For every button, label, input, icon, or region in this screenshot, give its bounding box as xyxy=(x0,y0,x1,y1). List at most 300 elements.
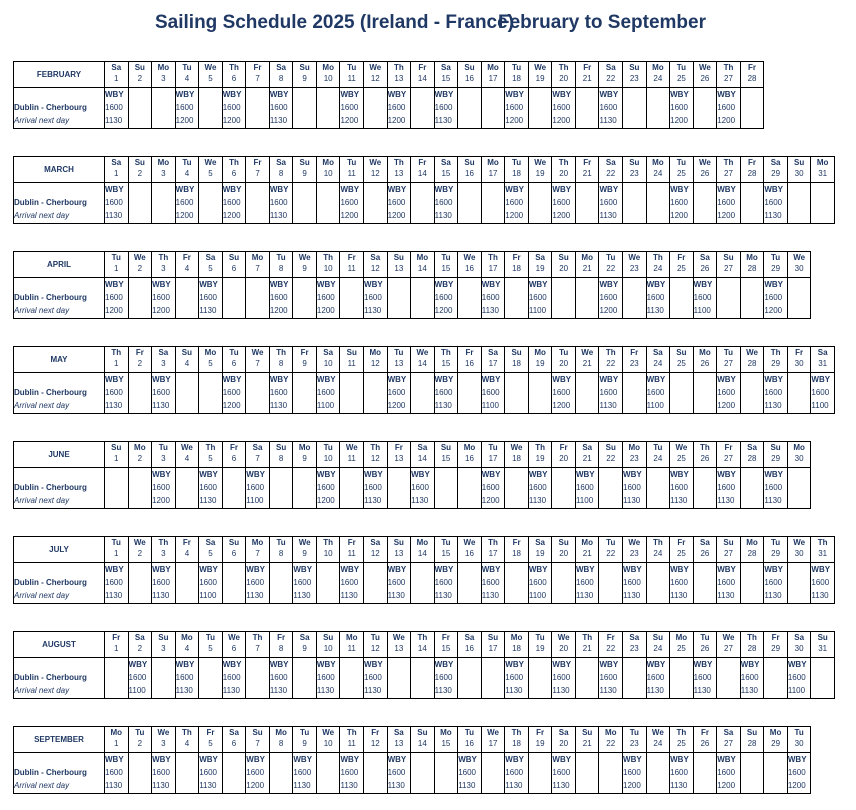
date-label: 14 xyxy=(417,359,427,368)
empty-cell xyxy=(787,563,811,604)
departure-time: 1600 xyxy=(269,388,288,397)
empty-cell xyxy=(481,658,505,699)
departure-time: 1600 xyxy=(740,673,759,682)
empty-cell xyxy=(505,468,529,509)
date-label: 27 xyxy=(724,739,733,748)
day-header xyxy=(387,347,411,373)
day-header xyxy=(787,727,811,753)
operator-code: WBY xyxy=(152,375,171,384)
weekday-label: Su xyxy=(134,63,145,72)
date-label: 19 xyxy=(535,264,545,273)
date-label: 24 xyxy=(653,264,663,273)
day-header xyxy=(269,157,293,183)
weekday-label: Sa xyxy=(205,538,216,547)
empty-cell xyxy=(693,563,717,604)
date-label: 20 xyxy=(559,644,569,653)
weekday-label: Su xyxy=(393,253,404,262)
route-label: Dublin - Cherbourg xyxy=(14,198,87,207)
route-label: Dublin - Cherbourg xyxy=(14,103,87,112)
arrival-time: 1130 xyxy=(505,686,523,695)
day-header xyxy=(599,347,623,373)
arrival-time: 1100 xyxy=(528,591,547,600)
arrival-time: 1130 xyxy=(199,781,217,790)
date-label: 24 xyxy=(653,549,663,558)
operator-code: WBY xyxy=(505,185,524,194)
weekday-label: Fr xyxy=(536,728,545,737)
day-header xyxy=(434,727,458,753)
weekday-label: Sa xyxy=(393,728,404,737)
date-label: 3 xyxy=(161,454,166,463)
departure-time: 1600 xyxy=(199,293,217,302)
weekday-label: Tu xyxy=(511,158,522,167)
day-header xyxy=(575,62,599,88)
arrival-time: 1200 xyxy=(717,781,736,790)
day-header xyxy=(128,727,152,753)
day-header xyxy=(623,727,647,753)
weekday-label: Tu xyxy=(629,728,639,737)
day-header xyxy=(552,252,576,278)
day-header xyxy=(105,632,129,658)
weekday-label: We xyxy=(722,633,735,642)
date-label: 26 xyxy=(700,74,710,83)
weekday-label: Th xyxy=(770,348,781,357)
sailing-row xyxy=(14,753,811,794)
arrival-time: 1130 xyxy=(293,781,311,790)
empty-cell xyxy=(740,753,764,794)
sailing-row xyxy=(14,658,835,699)
weekday-label: Mo xyxy=(487,63,499,72)
empty-cell xyxy=(340,373,364,414)
departure-time: 1600 xyxy=(481,483,500,492)
schedule-table xyxy=(13,536,835,604)
weekday-label: Tu xyxy=(158,443,168,452)
departure-time: 1600 xyxy=(340,198,359,207)
empty-cell xyxy=(740,278,764,319)
weekday-label: We xyxy=(204,158,217,167)
weekday-label: Su xyxy=(723,253,734,262)
departure-time: 1600 xyxy=(175,103,194,112)
operator-code: WBY xyxy=(105,185,124,194)
empty-cell xyxy=(364,753,388,794)
day-header xyxy=(293,252,317,278)
date-label: 27 xyxy=(724,169,733,178)
sailing-cell xyxy=(811,563,835,604)
empty-cell xyxy=(575,88,599,129)
date-label: 20 xyxy=(559,549,569,558)
operator-code: WBY xyxy=(623,755,642,764)
operator-code: WBY xyxy=(364,470,383,479)
departure-time: 1600 xyxy=(222,103,241,112)
empty-cell xyxy=(128,563,152,604)
weekday-label: We xyxy=(534,158,547,167)
sailing-cell xyxy=(340,563,364,604)
weekday-label: Tu xyxy=(676,63,686,72)
operator-code: WBY xyxy=(105,565,124,574)
day-header xyxy=(340,347,364,373)
weekday-label: Sa xyxy=(700,253,710,262)
operator-code: WBY xyxy=(552,185,572,194)
empty-cell xyxy=(599,753,623,794)
date-label: 10 xyxy=(323,264,333,273)
day-header xyxy=(528,157,552,183)
operator-code: WBY xyxy=(316,470,336,479)
route-label-cell xyxy=(14,468,105,509)
route-label: Dublin - Cherbourg xyxy=(14,388,87,397)
day-header xyxy=(199,252,223,278)
day-header xyxy=(505,442,529,468)
operator-code: WBY xyxy=(340,755,360,764)
arrival-time: 1130 xyxy=(717,496,735,505)
empty-cell xyxy=(811,183,835,224)
date-label: 17 xyxy=(488,169,498,178)
operator-code: WBY xyxy=(340,185,360,194)
day-header xyxy=(364,632,388,658)
weekday-label: Su xyxy=(299,63,310,72)
empty-cell xyxy=(105,468,129,509)
date-label: 22 xyxy=(606,549,616,558)
sailing-cell xyxy=(152,278,176,319)
operator-code: WBY xyxy=(505,755,524,764)
weekday-label: Mo xyxy=(440,728,452,737)
operator-code: WBY xyxy=(293,565,313,574)
weekday-label: Sa xyxy=(652,348,663,357)
date-label: 5 xyxy=(208,169,213,178)
weekday-label: Mo xyxy=(298,443,311,452)
arrival-time: 1200 xyxy=(246,781,265,790)
weekday-label: Mo xyxy=(487,158,499,167)
empty-cell xyxy=(316,88,340,129)
departure-time: 1600 xyxy=(152,768,170,777)
departure-time: 1600 xyxy=(269,103,288,112)
weekday-label: Th xyxy=(370,443,381,452)
operator-code: WBY xyxy=(599,280,619,289)
empty-cell xyxy=(693,753,717,794)
weekday-label: Th xyxy=(676,728,687,737)
day-header xyxy=(552,537,576,563)
date-label: 7 xyxy=(255,264,260,273)
sailing-row xyxy=(14,183,835,224)
date-label: 12 xyxy=(370,739,380,748)
weekday-label: Sa xyxy=(276,158,286,167)
arrival-time: 1130 xyxy=(269,116,288,125)
sailing-cell xyxy=(175,88,199,129)
day-header xyxy=(623,632,647,658)
arrival-time: 1200 xyxy=(623,781,641,790)
operator-code: WBY xyxy=(552,660,572,669)
date-label: 28 xyxy=(747,454,757,463)
departure-time: 1600 xyxy=(246,483,265,492)
departure-time: 1600 xyxy=(505,103,524,112)
weekday-label: We xyxy=(345,443,358,452)
date-label: 5 xyxy=(208,454,213,463)
empty-cell xyxy=(105,658,129,699)
date-label: 7 xyxy=(255,739,260,748)
day-header xyxy=(411,347,435,373)
arrival-time: 1200 xyxy=(316,496,335,505)
departure-time: 1600 xyxy=(717,198,736,207)
weekday-label: Sa xyxy=(629,633,640,642)
empty-cell xyxy=(175,468,199,509)
empty-cell xyxy=(128,468,152,509)
empty-cell xyxy=(293,468,317,509)
operator-code: WBY xyxy=(105,280,124,289)
empty-cell xyxy=(505,563,529,604)
sailing-cell xyxy=(552,88,576,129)
weekday-label: Su xyxy=(629,63,640,72)
sailing-cell xyxy=(175,183,199,224)
weekday-label: Fr xyxy=(182,538,191,547)
day-header xyxy=(316,62,340,88)
sailing-cell xyxy=(740,658,764,699)
arrival-time: 1130 xyxy=(528,496,547,505)
arrival-time: 1200 xyxy=(387,401,406,410)
day-header xyxy=(528,442,552,468)
operator-code: WBY xyxy=(152,470,171,479)
weekday-label: We xyxy=(487,728,499,737)
weekday-label: Sa xyxy=(158,348,169,357)
operator-code: WBY xyxy=(246,565,265,574)
date-label: 22 xyxy=(606,739,616,748)
schedule-table xyxy=(13,726,811,794)
empty-cell xyxy=(222,468,246,509)
sailing-cell xyxy=(316,658,340,699)
sailing-row xyxy=(14,373,835,414)
date-label: 3 xyxy=(161,169,166,178)
operator-code: WBY xyxy=(764,565,783,574)
sailing-cell xyxy=(670,88,694,129)
empty-cell xyxy=(458,373,482,414)
arrival-label: Arrival next day xyxy=(14,781,70,790)
weekday-label: Th xyxy=(488,253,498,262)
date-label: 25 xyxy=(676,739,686,748)
departure-time: 1600 xyxy=(717,483,736,492)
day-header xyxy=(481,157,505,183)
route-label: Dublin - Cherbourg xyxy=(14,293,87,302)
sailing-row xyxy=(14,563,835,604)
sailing-cell xyxy=(340,183,364,224)
day-header xyxy=(387,157,411,183)
sailing-cell xyxy=(717,563,741,604)
operator-code: WBY xyxy=(481,470,501,479)
operator-code: WBY xyxy=(528,470,548,479)
day-header xyxy=(434,62,458,88)
empty-cell xyxy=(128,373,152,414)
empty-cell xyxy=(528,183,552,224)
operator-code: WBY xyxy=(434,375,454,384)
date-label: 26 xyxy=(700,359,710,368)
empty-cell xyxy=(764,753,788,794)
departure-time: 1600 xyxy=(528,293,547,302)
sailing-cell xyxy=(269,183,293,224)
arrival-label: Arrival next day xyxy=(14,116,70,125)
weekday-label: We xyxy=(133,253,146,262)
month-name: MAY xyxy=(14,347,105,373)
date-label: 17 xyxy=(488,359,498,368)
arrival-time: 1200 xyxy=(717,211,736,220)
operator-code: WBY xyxy=(411,470,430,479)
operator-code: WBY xyxy=(387,90,407,99)
date-label: 30 xyxy=(794,454,804,463)
weekday-label: Fr xyxy=(253,158,262,167)
day-header xyxy=(128,442,152,468)
arrival-time: 1130 xyxy=(552,781,570,790)
date-label: 20 xyxy=(559,454,569,463)
day-header xyxy=(152,537,176,563)
weekday-label: Fr xyxy=(559,443,568,452)
weekday-label: Tu xyxy=(111,538,121,547)
route-label-cell xyxy=(14,753,105,794)
departure-time: 1600 xyxy=(387,768,406,777)
date-label: 9 xyxy=(302,644,307,653)
sailing-cell xyxy=(646,373,670,414)
date-label: 27 xyxy=(724,454,733,463)
route-label: Dublin - Cherbourg xyxy=(14,768,87,777)
date-label: 1 xyxy=(114,359,119,368)
date-label: 9 xyxy=(302,359,307,368)
empty-cell xyxy=(693,468,717,509)
arrival-time: 1200 xyxy=(222,401,241,410)
departure-time: 1600 xyxy=(552,768,571,777)
day-header xyxy=(528,347,552,373)
sailing-cell xyxy=(316,468,340,509)
operator-code: WBY xyxy=(269,280,289,289)
sailing-cell xyxy=(505,658,529,699)
weekday-label: Tu xyxy=(182,63,192,72)
date-label: 13 xyxy=(394,644,404,653)
empty-cell xyxy=(246,183,270,224)
operator-code: WBY xyxy=(199,565,218,574)
arrival-time: 1130 xyxy=(764,211,782,220)
arrival-time: 1130 xyxy=(364,686,382,695)
departure-time: 1600 xyxy=(340,103,359,112)
operator-code: WBY xyxy=(623,565,642,574)
date-label: 13 xyxy=(394,359,404,368)
date-label: 4 xyxy=(184,454,190,463)
day-header xyxy=(575,252,599,278)
departure-time: 1600 xyxy=(646,388,665,397)
departure-time: 1600 xyxy=(646,673,665,682)
operator-code: WBY xyxy=(528,565,548,574)
day-header xyxy=(670,442,694,468)
weekday-label: Th xyxy=(535,443,545,452)
empty-cell xyxy=(199,658,223,699)
day-header xyxy=(222,537,246,563)
empty-cell xyxy=(128,183,152,224)
day-header xyxy=(387,727,411,753)
day-header xyxy=(269,347,293,373)
date-label: 9 xyxy=(302,549,307,558)
date-label: 21 xyxy=(582,264,592,273)
date-label: 9 xyxy=(302,264,307,273)
day-header xyxy=(246,632,270,658)
empty-cell xyxy=(670,373,694,414)
day-header-row xyxy=(14,347,835,373)
operator-code: WBY xyxy=(434,280,454,289)
departure-time: 1600 xyxy=(152,578,170,587)
month-name: APRIL xyxy=(14,252,105,278)
arrival-time: 1130 xyxy=(599,401,617,410)
day-header xyxy=(528,727,552,753)
schedule-table xyxy=(13,346,835,414)
date-label: 16 xyxy=(465,264,474,273)
weekday-label: Th xyxy=(652,253,663,262)
weekday-label: We xyxy=(463,253,476,262)
weekday-label: Fr xyxy=(724,443,733,452)
operator-code: WBY xyxy=(646,660,666,669)
operator-code: WBY xyxy=(670,90,689,99)
arrival-time: 1130 xyxy=(199,496,217,505)
day-header xyxy=(717,632,741,658)
weekday-label: Tu xyxy=(300,728,310,737)
day-header xyxy=(199,347,223,373)
empty-cell xyxy=(199,88,223,129)
day-header xyxy=(528,62,552,88)
arrival-time: 1130 xyxy=(152,781,170,790)
day-header xyxy=(434,252,458,278)
arrival-time: 1130 xyxy=(599,686,617,695)
departure-time: 1600 xyxy=(575,578,594,587)
weekday-label: Fr xyxy=(677,253,686,262)
day-header xyxy=(175,62,199,88)
empty-cell xyxy=(434,753,458,794)
day-header xyxy=(316,252,340,278)
empty-cell xyxy=(528,753,552,794)
arrival-time: 1100 xyxy=(811,401,829,410)
operator-code: WBY xyxy=(811,375,831,384)
day-header xyxy=(505,347,529,373)
day-header xyxy=(646,347,670,373)
operator-code: WBY xyxy=(481,280,501,289)
weekday-label: Tu xyxy=(347,158,357,167)
date-label: 15 xyxy=(441,549,451,558)
empty-cell xyxy=(646,468,670,509)
operator-code: WBY xyxy=(505,90,524,99)
weekday-label: Mo xyxy=(675,633,688,642)
date-label: 6 xyxy=(231,74,237,83)
operator-code: WBY xyxy=(764,280,783,289)
weekday-label: We xyxy=(133,538,146,547)
date-label: 4 xyxy=(184,169,190,178)
arrival-time: 1100 xyxy=(693,306,711,315)
day-header xyxy=(693,727,717,753)
route-label: Dublin - Cherbourg xyxy=(14,673,87,682)
empty-cell xyxy=(481,753,505,794)
sailing-cell xyxy=(246,753,270,794)
empty-cell xyxy=(340,468,364,509)
weekday-label: Fr xyxy=(583,63,592,72)
departure-time: 1600 xyxy=(316,483,335,492)
departure-time: 1600 xyxy=(599,198,618,207)
sailing-cell xyxy=(717,183,741,224)
date-label: 18 xyxy=(512,644,522,653)
date-label: 30 xyxy=(794,644,804,653)
empty-cell xyxy=(434,468,458,509)
empty-cell xyxy=(364,563,388,604)
day-header xyxy=(717,157,741,183)
day-header xyxy=(222,157,246,183)
day-header xyxy=(152,157,176,183)
sailing-cell xyxy=(364,278,388,319)
month-name: FEBRUARY xyxy=(14,62,105,88)
day-header xyxy=(316,537,340,563)
sailing-cell xyxy=(434,278,458,319)
sailing-cell xyxy=(552,753,576,794)
empty-cell xyxy=(222,278,246,319)
arrival-time: 1100 xyxy=(246,496,264,505)
weekday-label: Mo xyxy=(652,158,664,167)
day-header xyxy=(340,537,364,563)
date-label: 1 xyxy=(114,739,119,748)
